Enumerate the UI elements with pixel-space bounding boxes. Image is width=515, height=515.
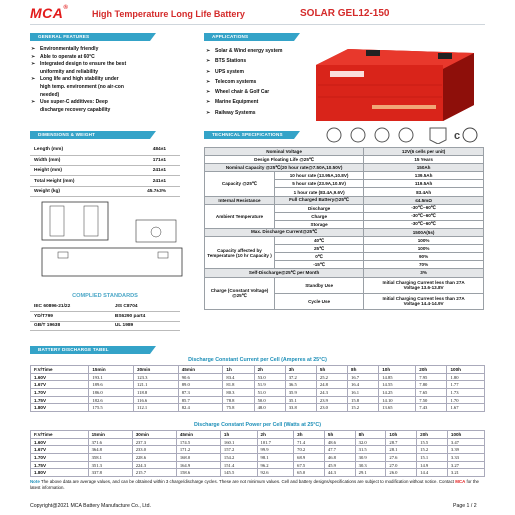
iso-14001-cert-icon [375, 128, 389, 142]
list-item: ➢ Wheel chair & Golf Car [206, 87, 306, 97]
table-row [31, 469, 485, 477]
arrow-bullet-icon: ➢ [206, 68, 211, 75]
table-cell: 1.60V [31, 438, 89, 446]
table-cell: 241±1 [112, 176, 180, 186]
table-cell: 14.85 [379, 373, 416, 381]
table-cell: 160.1 [220, 438, 257, 446]
table-cell: 83.4 [223, 373, 254, 381]
list-item: ➢ BTS Stations [206, 56, 306, 66]
dimensions-table [30, 145, 180, 197]
table-cell: 101.7 [257, 438, 294, 446]
ce-cert-icon [351, 128, 365, 142]
column-header: 2h [257, 431, 294, 439]
table-cell: 228.6 [132, 454, 176, 462]
dimensions-header: DIMENSIONS & WEIGHT [30, 131, 150, 139]
table-cell: 90.6 [178, 373, 223, 381]
table-cell: Height (mm) [30, 166, 112, 176]
table-cell: 37.2 [285, 373, 316, 381]
list-item: ➢ Marine Equipment [206, 97, 306, 107]
table-cell: 33.8 [285, 404, 316, 412]
table-row: Storage -30℃~60℃ [205, 220, 484, 228]
table-cell: 164.9 [176, 461, 220, 469]
table-row [31, 381, 485, 389]
arrow-bullet-icon: ➢ [206, 109, 211, 116]
table-cell: 1.80 [447, 373, 485, 381]
tech-specs-header: TECHNICAL SPECIFICATIONS [204, 131, 294, 139]
table-cell: 13.65 [379, 404, 416, 412]
table-row: -15℃ 70% [205, 261, 484, 269]
table-cell: YD/T799 [30, 312, 111, 322]
header-rule [30, 24, 485, 25]
table-cell: 47.7 [324, 446, 355, 454]
table-cell: 1.70 [447, 396, 485, 404]
table-cell: 1.75V [31, 461, 89, 469]
table-cell: IEC 60896-21/22 [30, 302, 111, 312]
arrow-bullet-icon: ➢ [31, 61, 36, 68]
table-cell: 35.9 [285, 389, 316, 397]
table-cell: 14.55 [379, 381, 416, 389]
terminal-detail [136, 220, 176, 242]
table-row: Capacity @25℃ 10 hour rate (13.95A,10.8V) 139.5Ah [205, 172, 484, 180]
table-cell: 78.8 [223, 396, 254, 404]
table-cell: 30.3 [355, 461, 386, 469]
table-cell: 171.2 [176, 446, 220, 454]
table-row: Nominal Voltage 12V(6 cells per unit) [205, 148, 484, 156]
table-cell: 7.95 [416, 373, 447, 381]
list-item: ➢ Telecom systems [206, 77, 306, 87]
table-cell: 68.9 [294, 454, 325, 462]
list-item: discharge recovery capability [40, 106, 111, 113]
column-header: 20h [417, 431, 448, 439]
note: Note The above data are average values, and can be obtained within 3 charge/discharge cycles. These are not minimum values. Cell and battery designs/specifications are subject to modification without notice. Contact MCA for the latest information. [30, 479, 479, 490]
table-cell: 14.9 [417, 461, 448, 469]
table-cell: 35.1 [285, 396, 316, 404]
column-header: 30min [132, 431, 176, 439]
column-header: F.V/Time [31, 366, 89, 374]
table-cell: 1.80V [31, 404, 89, 412]
table-cell: 186.0 [89, 389, 134, 397]
table-row: 1 hour rate (83.4A,9.6V) 83.4Ah [205, 188, 484, 196]
table-cell: 14.10 [379, 396, 416, 404]
column-header: F.V/Time [31, 431, 89, 439]
table-row: Ambient Temperature Discharge -30℃~60℃ [205, 204, 484, 212]
table-cell: 351.3 [88, 461, 132, 469]
table-cell: 3.39 [447, 446, 484, 454]
table-row: Charge (Constant Voltage) @25℃ Standby Use Initial Charging Current less than 27A Voltage 13.6-13.8V [205, 277, 484, 293]
table-cell: 3.47 [447, 438, 484, 446]
table-row [31, 446, 485, 454]
table-row: 25℃ 100% [205, 245, 484, 253]
table-cell: 158.6 [176, 469, 220, 477]
table-cell: 1.80V [31, 469, 89, 477]
table-row: Max. Discharge Current@25℃ 1500A(5s) [205, 228, 484, 236]
list-item: ➢ Long life and high stability under [31, 76, 119, 83]
arrow-bullet-icon: ➢ [31, 53, 36, 60]
table-cell: 53.0 [254, 373, 285, 381]
table-cell: 48.6 [324, 438, 355, 446]
dimension-drawing [40, 200, 200, 280]
table-cell: 16.1 [348, 389, 379, 397]
table-cell: 193.1 [89, 373, 134, 381]
table-cell: Width (mm) [30, 155, 112, 165]
table-cell: 15.2 [348, 404, 379, 412]
table-cell: 25.2 [316, 373, 347, 381]
table-cell: 484±1 [112, 145, 180, 155]
general-features-list [31, 46, 181, 114]
table-row [30, 166, 180, 176]
column-header: 15min [89, 366, 134, 374]
table-cell: 364.8 [88, 446, 132, 454]
table-row: Capacity affected by Temperature (10 hr Capacity ) 40℃ 100% [205, 237, 484, 245]
table-cell: 3.33 [447, 454, 484, 462]
table-cell: 154.2 [220, 454, 257, 462]
current-discharge-table [30, 365, 485, 412]
table-row: 0℃ 90% [205, 253, 484, 261]
column-header: 100h [447, 431, 484, 439]
table-header-row [31, 431, 485, 439]
table-cell: 237.3 [132, 438, 176, 446]
arrow-bullet-icon: ➢ [31, 76, 36, 83]
table-cell: 67.5 [294, 461, 325, 469]
table-cell: 7.43 [416, 404, 447, 412]
tech-specs-table [204, 147, 484, 310]
table-cell: 48.0 [254, 404, 285, 412]
list-item: high temp. environment (no air-con [40, 83, 124, 90]
table-row: 5 hour rate (23.9A,10.5V) 119.5Ah [205, 180, 484, 188]
applications-header: APPLICATIONS [204, 33, 294, 41]
arrow-bullet-icon: ➢ [31, 99, 36, 106]
table-cell: 215.7 [132, 469, 176, 477]
column-header: 2h [254, 366, 285, 374]
column-header: 30min [134, 366, 179, 374]
table-row [31, 404, 485, 412]
table-cell: 23.9 [316, 396, 347, 404]
column-header: 10h [386, 431, 417, 439]
applications-list [206, 46, 306, 118]
power-discharge-table [30, 430, 485, 477]
table-cell: 65.0 [294, 469, 325, 477]
table-cell: Weight (kg) [30, 186, 112, 196]
table-cell: 75.8 [223, 404, 254, 412]
table-cell: 98.1 [257, 454, 294, 462]
table-cell: 358.1 [88, 454, 132, 462]
table-cell: 171±1 [112, 155, 180, 165]
table-cell: 1.60V [31, 373, 89, 381]
arrow-bullet-icon: ➢ [206, 48, 211, 54]
table-cell: 71.4 [294, 438, 325, 446]
table-cell: 28.1 [386, 446, 417, 454]
column-header: 100h [447, 366, 485, 374]
table-cell: BS6290 part4 [111, 312, 180, 322]
table-cell: 45.7±3% [112, 186, 180, 196]
terminal-right [438, 53, 452, 59]
current-table-title: Discharge Constant Current per Cell (Amperes at 25°C) [188, 357, 327, 363]
certification-marks [312, 126, 487, 144]
copyright: Copyright@2021 MCA Battery Manufacture Co., Ltd. [30, 503, 151, 509]
table-cell: 51.0 [254, 389, 285, 397]
table-cell: 1.75V [31, 396, 89, 404]
list-item: ➢ Use super-C additives: Deep [31, 99, 108, 106]
table-cell: 168.0 [176, 454, 220, 462]
table-cell: JIS C8704 [111, 302, 180, 312]
table-cell: 14.25 [379, 389, 416, 397]
column-header: 5h [324, 431, 355, 439]
table-cell: 121.1 [134, 381, 179, 389]
table-cell: 241±1 [112, 166, 180, 176]
table-cell: 27.6 [386, 454, 417, 462]
arrow-bullet-icon: ➢ [206, 78, 211, 85]
table-cell: 24.3 [316, 389, 347, 397]
table-cell: 24.8 [316, 381, 347, 389]
column-header: 1h [223, 366, 254, 374]
table-cell: 3.27 [447, 461, 484, 469]
table-row [30, 321, 180, 331]
table-cell: 145.5 [220, 469, 257, 477]
table-cell: 96.2 [257, 461, 294, 469]
table-cell: 118.8 [134, 389, 179, 397]
table-cell: 1.77 [447, 381, 485, 389]
table-cell: 1.67 [447, 404, 485, 412]
table-cell: 3.21 [447, 469, 484, 477]
table-cell: 46.8 [324, 454, 355, 462]
table-cell: Total Height (mm) [30, 176, 112, 186]
table-cell: 112.1 [134, 404, 179, 412]
table-cell: 371.6 [88, 438, 132, 446]
standards-title: COMPLIED STANDARDS [72, 293, 138, 299]
ul-cert-icon: c [454, 130, 461, 142]
table-cell: 1.70V [31, 454, 89, 462]
list-item: ➢ Integrated design to ensure the best [31, 61, 127, 68]
table-row [30, 302, 180, 312]
table-cell: 50.0 [254, 396, 285, 404]
list-item: ➢ Solar & Wind energy system [206, 46, 306, 56]
table-row [31, 438, 485, 446]
column-header: 5h [316, 366, 347, 374]
table-row [30, 145, 180, 155]
table-row: Self-Discharge@25℃ per Month 3% [205, 269, 484, 277]
table-row [30, 312, 180, 322]
terminal-left [366, 50, 380, 56]
list-item: ➢ Environmentally friendly [31, 46, 99, 52]
table-row [31, 389, 485, 397]
table-cell: 81.8 [223, 381, 254, 389]
page-number: Page 1 / 2 [453, 503, 477, 509]
table-row [30, 186, 180, 196]
table-cell: 7.80 [416, 381, 447, 389]
table-row: Internal Resistance Full Charged Battery@25℃ ≤4.5mΩ [205, 196, 484, 204]
list-item: uniformity and reliability [40, 68, 99, 75]
table-cell: 1.70V [31, 389, 89, 397]
table-cell: 1.73 [447, 389, 485, 397]
discharge-header: BATTERY DISCHARGE TABEL [30, 346, 150, 354]
table-cell: 30.9 [355, 454, 386, 462]
table-cell: 116.6 [134, 396, 179, 404]
table-cell: 27.0 [386, 461, 417, 469]
table-cell: 31.5 [355, 446, 386, 454]
general-features-header: GENERAL FEATURES [30, 33, 150, 41]
table-cell: 151.4 [220, 461, 257, 469]
table-cell: 16.7 [348, 373, 379, 381]
standards-table [30, 302, 180, 331]
table-row: Nominal Capacity @25℃(20 hour rate@7.50A,10.50V) 150Ah [205, 164, 484, 172]
column-header: 8h [355, 431, 386, 439]
table-cell: 16.4 [348, 381, 379, 389]
table-cell: 89.0 [178, 381, 223, 389]
table-row [30, 155, 180, 165]
table-cell: 175.5 [89, 404, 134, 412]
table-cell: 337.8 [88, 469, 132, 477]
table-cell: 182.6 [89, 396, 134, 404]
table-cell: 29.1 [355, 469, 386, 477]
table-cell: 174.5 [176, 438, 220, 446]
table-cell: 233.0 [132, 446, 176, 454]
column-header: 45min [176, 431, 220, 439]
table-row [31, 396, 485, 404]
table-cell: 45.9 [324, 461, 355, 469]
list-item: ➢ UPS system [206, 67, 306, 77]
column-header: 3h [294, 431, 325, 439]
table-header-row [31, 366, 485, 374]
table-cell: 85.7 [178, 396, 223, 404]
table-cell: Length (mm) [30, 145, 112, 155]
table-cell: 15.1 [417, 454, 448, 462]
table-cell: 82.4 [178, 404, 223, 412]
table-cell: 23.0 [316, 404, 347, 412]
table-row: Design Floating Life @25℃ 15 Years [205, 156, 484, 164]
column-header: 8h [348, 366, 379, 374]
column-header: 15min [88, 431, 132, 439]
column-header: 45min [178, 366, 223, 374]
column-header: 10h [379, 366, 416, 374]
table-cell: 189.6 [89, 381, 134, 389]
table-cell: 15.5 [417, 438, 448, 446]
table-cell: 36.5 [285, 381, 316, 389]
column-header: 1h [220, 431, 257, 439]
table-cell: 123.3 [134, 373, 179, 381]
table-row [31, 373, 485, 381]
column-header: 3h [285, 366, 316, 374]
table-cell: 7.65 [416, 389, 447, 397]
table-cell: 14.4 [417, 469, 448, 477]
table-cell: 32.0 [355, 438, 386, 446]
recycle-cert-icon [430, 128, 446, 144]
table-cell: GB/T 19638 [30, 321, 111, 331]
table-cell: 224.3 [132, 461, 176, 469]
table-cell: 51.9 [254, 381, 285, 389]
arrow-bullet-icon: ➢ [31, 46, 36, 52]
list-item: needed) [40, 91, 60, 98]
table-cell: 28.7 [386, 438, 417, 446]
table-row [31, 454, 485, 462]
table-row [30, 176, 180, 186]
model-title: SOLAR GEL12-150 [300, 8, 390, 19]
tagline: High Temperature Long Life Battery [92, 9, 245, 19]
table-cell: 87.3 [178, 389, 223, 397]
table-cell: 99.9 [257, 446, 294, 454]
table-cell: 80.3 [223, 389, 254, 397]
table-cell: 15.8 [348, 396, 379, 404]
table-cell: UL 1989 [111, 321, 180, 331]
iso-cert-icon [327, 128, 341, 142]
power-table-title: Discharge Constant Power per Cell (Watts at 25°C) [193, 422, 321, 428]
header [0, 0, 515, 22]
table-cell: 15.2 [417, 446, 448, 454]
table-cell: 70.2 [294, 446, 325, 454]
battery-image [308, 45, 476, 123]
list-item: ➢ Railway Systems [206, 108, 306, 118]
arrow-bullet-icon: ➢ [206, 89, 211, 96]
table-cell: 1.67V [31, 446, 89, 454]
mca-logo: MCA® [30, 5, 69, 21]
table-cell: 26.0 [386, 469, 417, 477]
table-cell: 1.67V [31, 381, 89, 389]
ohsas-cert-icon [399, 128, 413, 142]
list-item: ➢ Able to operate at 60°C [31, 53, 95, 60]
table-cell: 157.2 [220, 446, 257, 454]
table-cell: 7.50 [416, 396, 447, 404]
table-row [31, 461, 485, 469]
table-cell: 92.6 [257, 469, 294, 477]
table-row: Cycle Use Initial Charging Current less than 27A Voltage 14.4-14.9V [205, 293, 484, 309]
arrow-bullet-icon: ➢ [206, 99, 211, 106]
arrow-bullet-icon: ➢ [206, 58, 211, 65]
table-cell: 44.3 [324, 469, 355, 477]
table-row: Charge -30℃~60℃ [205, 212, 484, 220]
column-header: 20h [416, 366, 447, 374]
